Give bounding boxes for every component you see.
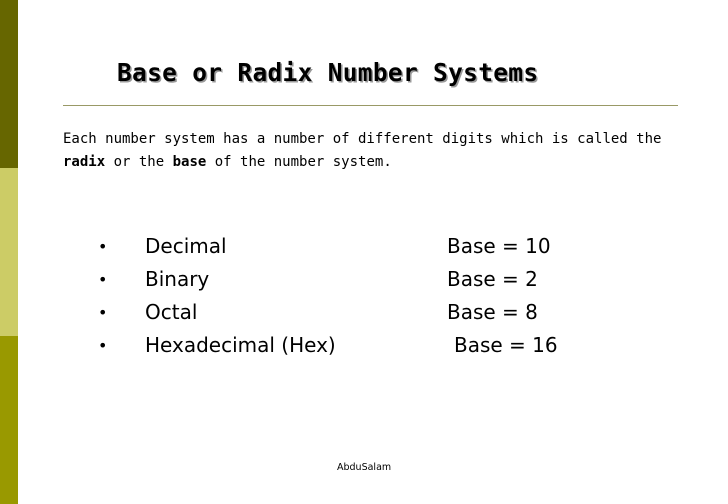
intro-paragraph	[63, 128, 678, 174]
bullet: •	[98, 270, 108, 289]
slide-title: Base or Radix Number Systems	[117, 58, 539, 87]
list-item	[0, 265, 700, 298]
intro-base-term: base	[172, 154, 207, 170]
system-base: Base = 16	[454, 333, 558, 357]
bullet: •	[98, 336, 108, 355]
system-name: Octal	[145, 300, 198, 324]
left-bar-dark	[0, 0, 18, 168]
intro-text-1: Each number system has a number of different digits which is called the	[63, 131, 662, 147]
system-base: Base = 2	[447, 267, 538, 291]
system-base: Base = 10	[447, 234, 551, 258]
bullet: •	[98, 303, 108, 322]
bullet: •	[98, 237, 108, 256]
list-item	[0, 331, 700, 364]
list-item	[0, 298, 700, 331]
footer-author: AbduSalam	[337, 462, 392, 473]
intro-text-3: of the number system.	[206, 154, 392, 170]
intro-text-2: or the	[105, 154, 173, 170]
system-base: Base = 8	[447, 300, 538, 324]
list-item	[0, 232, 700, 265]
number-system-list	[0, 232, 700, 364]
system-name: Hexadecimal (Hex)	[145, 333, 336, 357]
system-name: Binary	[145, 267, 210, 291]
system-name: Decimal	[145, 234, 227, 258]
title-divider	[63, 105, 678, 106]
intro-radix-term: radix	[63, 154, 106, 170]
